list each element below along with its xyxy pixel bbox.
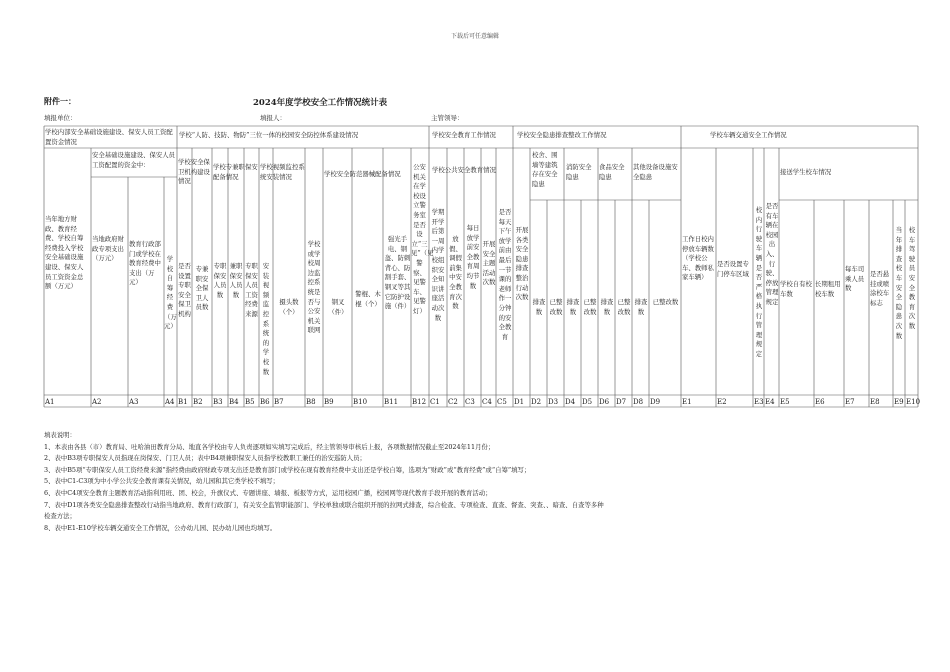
- column-id: B2: [193, 398, 203, 406]
- annex-label: 附件一：: [44, 96, 76, 106]
- column-id: B5: [245, 398, 255, 406]
- column-id: D1: [514, 398, 525, 406]
- fill-unit-label: 填报单位：: [44, 114, 77, 122]
- header-a4: 学校自筹经费（万元）: [164, 255, 177, 331]
- column-id: C2: [448, 398, 458, 406]
- column-id: C4: [482, 398, 492, 406]
- column-id: E9: [894, 398, 904, 406]
- group-header-hazards: 学校安全隐患排查整改工作情况: [517, 131, 607, 139]
- leader-label: 主管领导：: [431, 114, 464, 122]
- notes-section: [44, 430, 904, 534]
- column-id: A3: [129, 398, 139, 406]
- header-d2: 排查数: [532, 298, 546, 316]
- column-id: B1: [178, 398, 188, 406]
- note-item: 3、表中B5项“专职保安人员工资经费来源”指经费由政府财政专项支出还是教育部门或学校在现有教育经费中支出还是学校自筹，选项为“财政”或“教育经费”或“自筹”填写；: [44, 465, 531, 474]
- header-b8: 学校或学校周边监控系统是否与公安机关联网: [307, 240, 321, 335]
- header-e1: 工作日校内停放车辆数（学校公车、教师私家车辆）: [682, 235, 714, 282]
- column-id: B6: [260, 398, 270, 406]
- column-id: A1: [45, 398, 55, 406]
- header-c2: 放假、调假前集中安全教育次数: [449, 235, 462, 311]
- column-id: E8: [870, 398, 880, 406]
- header-d9: 已整改数: [652, 298, 679, 306]
- header-e6: 长期租用校车数: [815, 280, 841, 298]
- note-item: 2、表中B3项专职保安人员指现在岗保安、门卫人员；表中B4项兼职保安人员指学校教职工兼任的治安巡防人员；: [44, 454, 366, 463]
- column-id: C5: [497, 398, 507, 406]
- group-header-education: 学校安全教育工作情况: [432, 131, 496, 139]
- header-d4: 排查数: [566, 298, 580, 316]
- header-b-guards: 学校专兼职保安配备情况: [213, 163, 258, 181]
- header-c-edu: 学校公共安全教育情况: [432, 166, 496, 174]
- header-d-building: 校舍、围墙等建筑存在安全隐患: [532, 151, 558, 188]
- header-b9: 钢叉（件）: [328, 298, 348, 316]
- header-e10: 校车驾驶员安全教育次数: [908, 226, 916, 330]
- column-id: B4: [229, 398, 239, 406]
- column-id: E10: [906, 398, 921, 406]
- column-id: E3: [754, 398, 764, 406]
- column-id: B10: [353, 398, 368, 406]
- group-header-prevention: 学校“人防、技防、物防”三位一体的校园安全防控体系建设情况: [179, 131, 359, 139]
- header-d3: 已整改数: [549, 298, 563, 316]
- header-e9: 当年排查校车安全隐患次数: [895, 226, 903, 340]
- column-id: A4: [165, 398, 175, 406]
- column-id: E6: [815, 398, 825, 406]
- header-e8: 是否悬挂或喷涂校车标志: [870, 270, 890, 307]
- column-id: D6: [599, 398, 610, 406]
- header-b2: 专兼职安全保卫人员数: [195, 265, 209, 312]
- page-title: 2024年度学校安全工作情况统计表: [253, 98, 388, 108]
- header-d6: 排查数: [600, 298, 614, 316]
- header-e5: 学校自有校车数: [780, 280, 812, 298]
- column-id: D7: [616, 398, 627, 406]
- column-id: E2: [717, 398, 727, 406]
- header-e7: 每车司乘人员数: [845, 265, 865, 293]
- header-b-equipment: 学校安全防范器械配备情况: [324, 170, 401, 178]
- header-d1: 开展各类安全隐患排查整治行动次数: [515, 226, 529, 302]
- header-d5: 已整改数: [583, 298, 597, 316]
- header-d7: 已整改数: [617, 298, 631, 316]
- header-b3: 专职保安人员数: [213, 262, 227, 299]
- column-id: E7: [845, 398, 855, 406]
- group-header-funding: 学校内部安全基础设施建设、保安人员工资配置资金情况: [45, 128, 173, 146]
- filler-label: 填报人：: [260, 114, 286, 122]
- notes-heading: 填表说明：: [44, 431, 76, 439]
- header-c4: 开展安全主题活动次数: [482, 240, 496, 287]
- header-c1: 学期开学后第一周内学校组织安全知识讲座活动次数: [431, 208, 445, 322]
- header-b11: 强光手电、钢盔、防刺背心、防割手套、钢叉等其它防护设施（件）: [384, 235, 411, 311]
- column-id: D8: [633, 398, 644, 406]
- column-id: D5: [582, 398, 593, 406]
- header-b7: 摄头数（个）: [279, 298, 299, 316]
- header-c3: 每日放学前安全教育周均节数: [466, 224, 480, 290]
- note-item: 6、表中C4项安全教育主题教育活动指利用班、团、校会，升旗仪式、专题讲座、墙报、板报等方式，运用校园广播，校园网等现代教育手段开展的教育活动；: [44, 488, 492, 497]
- header-b4: 兼职保安人员数: [229, 262, 243, 299]
- note-item: 5、表中C1-C3项为中小学公共安全教育课有关情况，幼儿园和其它类学校不填写；: [44, 477, 280, 486]
- column-id: B7: [274, 398, 284, 406]
- column-id: E5: [780, 398, 790, 406]
- header-b-security: 学校安全保卫机构建设情况: [178, 158, 210, 186]
- column-id: E1: [682, 398, 692, 406]
- group-header-vehicles: 学校车辆交通安全工作情况: [710, 131, 787, 139]
- header-a3: 教育行政部门或学校在教育经费中支出（万元）: [129, 240, 161, 287]
- header-b6: 安装视频监控系统的学校数: [262, 262, 270, 376]
- header-d-other: 其他设备设施安全隐患: [633, 163, 678, 181]
- column-id: E4: [765, 398, 775, 406]
- note-item: 8、表中E1-E10学校车辆交通安全工作情况，公办幼儿园、民办幼儿园也均填写。: [44, 523, 277, 532]
- header-c5: 是否每天下午放学前由最后一节课的老师作一分钟的安全教育: [498, 208, 512, 341]
- note-item: 1、本表由各县（市）教育局、吐哈油田教育分局、地直各学校由专人负责逐项如实填写完成后，经主管领导审核后上报，各项数据情况截止至2024年11月份；: [44, 442, 495, 451]
- header-e2: 是否设置专门停车区域: [717, 260, 749, 278]
- header-a1: 当年地方财政、教育经费、学校自筹经费投入学校安全基础设施建设、保安人员工资资金总额（万元）: [45, 215, 84, 291]
- column-id: D4: [565, 398, 576, 406]
- column-id: D2: [531, 398, 542, 406]
- top-note: 下载后可任意编辑: [450, 33, 499, 40]
- column-id: A2: [92, 398, 102, 406]
- note-item: 检查方法；: [44, 512, 76, 521]
- header-b12: 公安机关在学校设立警务室是否设立“三见”（见警察、见警车、见警灯）: [411, 163, 434, 315]
- column-id: B9: [324, 398, 334, 406]
- column-id: C3: [465, 398, 475, 406]
- note-item: 7、表中D1项各类安全隐患排查整改行动指当地政府、教育行政部门，有关安全监管职能部门、学校单独或联合组织开展的拉网式排查，综合检查、专项检查、直查、督查、突查、、暗查、自查等多种: [44, 500, 604, 509]
- header-b-video: 学校视频监控系统安装情况: [260, 163, 305, 181]
- column-id: B11: [384, 398, 399, 406]
- column-id: C1: [430, 398, 440, 406]
- column-id: B12: [412, 398, 427, 406]
- header-b10: 警棍、木棍（个）: [355, 290, 381, 308]
- column-id: B8: [306, 398, 316, 406]
- header-e3: 校内行驶车辆是否严格执行管理规定: [755, 206, 763, 358]
- header-a-funds-sub: 安全基础设施建设、保安人员工资配置的资金中：: [92, 151, 176, 169]
- header-a2: 当地政府财政专项支出（万元）: [92, 235, 124, 263]
- header-d-fire: 消防安全隐患: [566, 163, 592, 181]
- header-d-food: 食品安全隐患: [599, 163, 625, 181]
- header-b5: 专职保安人员工资经费来源: [245, 262, 258, 318]
- column-id: D9: [650, 398, 661, 406]
- header-e4: 是否有车辆在校园出入、行驶、停放管理规定: [765, 202, 779, 306]
- header-d8: 排查数: [634, 298, 648, 316]
- column-id: B3: [213, 398, 223, 406]
- header-b1: 是否设置专职安全保卫机构: [178, 262, 191, 318]
- header-e-bus: 接送学生校车情况: [780, 168, 832, 176]
- column-id: D3: [548, 398, 559, 406]
